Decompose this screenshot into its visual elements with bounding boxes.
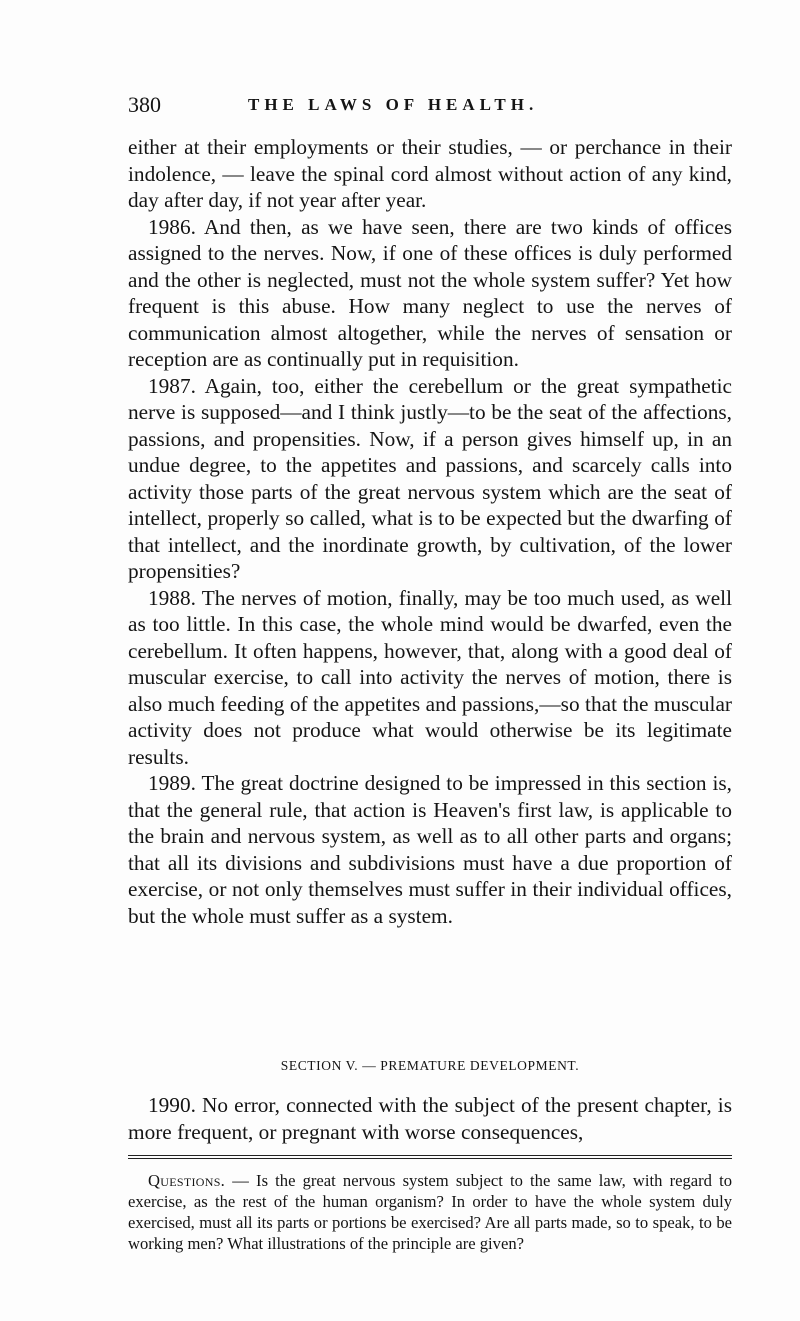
footnote-rule [128, 1155, 732, 1156]
paragraph-1988: 1988. The nerves of motion, finally, may be too much used, as well as too little. In this case, the whole mind would be dwarfed, even the cerebellum. It often happens, however, that, along with a good deal of muscular exercise, to call into activity the nerves of motion, there is also much feeding of the appetites and passions,—so that the muscular activity does not produce what would otherwise be its legitimate results. [128, 585, 732, 769]
paragraph-1990: 1990. No error, connected with the subject of the present chapter, is more frequent, or pregnant with worse consequences, [128, 1093, 732, 1144]
body-text-continued [128, 1092, 732, 1145]
paragraph-1989: 1989. The great doctrine designed to be impressed in this section is, that the general rule, that action is Heaven's first law, is applicable to the brain and nervous system, as well as to all other parts and organs; that all its divisions and subdivisions must have a due proportion of exercise, or not only themselves must suffer in their individual offices, but the whole must suffer as a system. [128, 771, 732, 928]
paragraph-1987: 1987. Again, too, either the cerebellum or the great sympathetic nerve is supposed—and I think justly—to be the seat of the affections, passions, and propensities. Now, if a person gives himself up, in an undue degree, to the appetites and passions, and scarcely calls into activity those parts of the great nervous system which are the seat of intellect, properly so called, what is to be expected but the dwarfing of that intellect, and the inordinate growth, by cultivation, of the lower propensities? [128, 373, 732, 583]
body-text [128, 134, 732, 929]
page-header [128, 92, 728, 122]
section-heading: SECTION V. — PREMATURE DEVELOPMENT. [280, 1058, 580, 1073]
questions-footnote [128, 1170, 732, 1254]
questions-paragraph [128, 1170, 732, 1254]
questions-text: — Is the great nervous system subject to the same law, with regard to exercise, as the rest of the human organism? In order to have the whole system duly exercised, must all its parts or portions be exercised? Are all parts made, so to speak, to be working men? What illustrations of the principle are given? [128, 1171, 732, 1253]
page-number: 380 [128, 92, 161, 117]
questions-label: Questions. [148, 1171, 226, 1190]
paragraph-1986: 1986. And then, as we have seen, there are two kinds of offices assigned to the nerves. Now, if one of these offices is duly performed and the other is neglected, must not the whole system suffer? Yet how frequent is this abuse. How many neglect to use the nerves of communication almost altogether, while the nerves of sensation or reception are as continually put in requisition. [128, 214, 732, 371]
footnote-rule-thin [128, 1158, 732, 1159]
paragraph-continuation: either at their employments or their studies, — or perchance in their indolence, — leave the spinal cord almost without action of any kind, day after day, if not year after year. [128, 135, 732, 212]
running-head: THE LAWS OF HEALTH. [248, 95, 539, 114]
